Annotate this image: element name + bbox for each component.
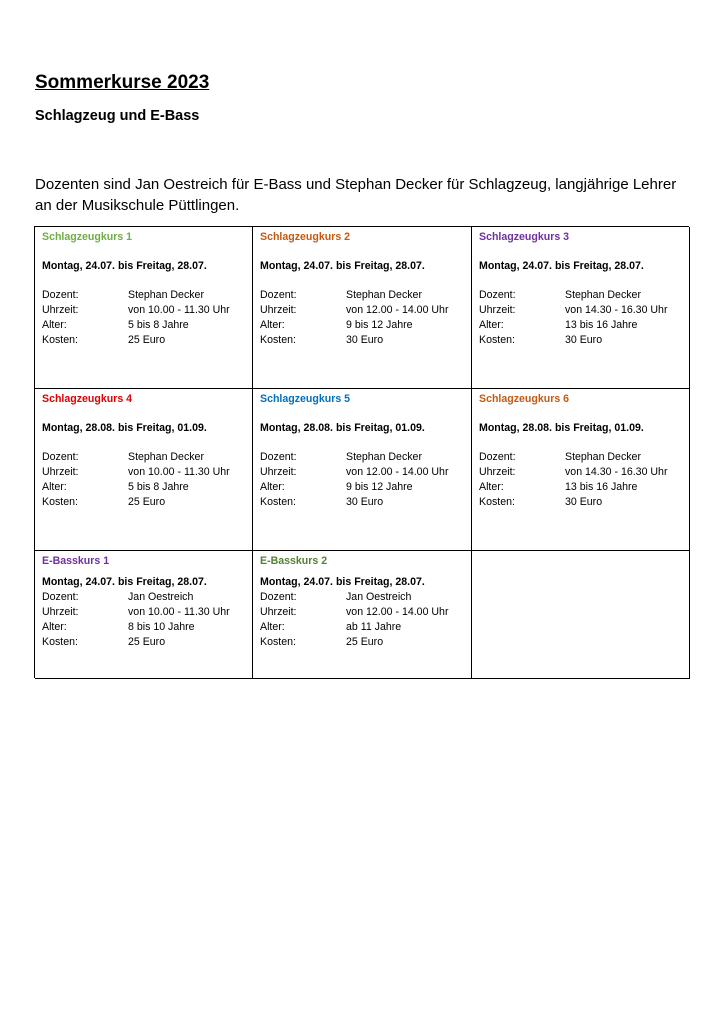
course-uhrzeit-row	[479, 303, 683, 318]
course-uhrzeit-row	[479, 465, 683, 480]
dozent-label: Dozent:	[479, 289, 516, 301]
course-alter-row	[42, 620, 246, 635]
dozent-value: Stephan Decker	[346, 289, 422, 301]
alter-value: 13 bis 16 Jahre	[565, 481, 638, 493]
dozent-label: Dozent:	[260, 289, 297, 301]
alter-value: 8 bis 10 Jahre	[128, 621, 195, 633]
dozent-value: Stephan Decker	[128, 451, 204, 463]
course-title: Schlagzeugkurs 6	[479, 393, 570, 405]
course-uhrzeit-row	[42, 465, 246, 480]
course-alter-row	[42, 480, 246, 495]
uhrzeit-value: von 10.00 - 11.30 Uhr	[128, 606, 230, 618]
uhrzeit-value: von 14.30 - 16.30 Uhr	[565, 304, 668, 316]
course-dates: Montag, 24.07. bis Freitag, 28.07.	[42, 260, 207, 272]
dozent-label: Dozent:	[260, 591, 297, 603]
dozent-label: Dozent:	[260, 451, 297, 463]
kosten-label: Kosten:	[260, 496, 296, 508]
course-title: Schlagzeugkurs 4	[42, 393, 133, 405]
alter-value: 9 bis 12 Jahre	[346, 319, 413, 331]
kosten-value: 30 Euro	[565, 496, 603, 508]
page-subtitle: Schlagzeug und E-Bass	[35, 108, 200, 124]
course-alter-row	[479, 480, 683, 495]
dozent-label: Dozent:	[42, 451, 79, 463]
alter-value: 5 bis 8 Jahre	[128, 481, 189, 493]
course-kosten-row	[42, 333, 246, 348]
course-dozent-row	[42, 288, 246, 303]
course-title: Schlagzeugkurs 3	[479, 231, 570, 243]
course-alter-row	[260, 620, 465, 635]
kosten-value: 25 Euro	[128, 496, 166, 508]
course-dozent-row	[479, 288, 683, 303]
dozent-label: Dozent:	[479, 451, 516, 463]
course-uhrzeit-row	[260, 465, 465, 480]
kosten-label: Kosten:	[42, 636, 78, 648]
uhrzeit-label: Uhrzeit:	[260, 304, 297, 316]
course-dates: Montag, 24.07. bis Freitag, 28.07.	[260, 260, 425, 272]
course-dozent-row	[260, 590, 465, 605]
course-alter-row	[260, 318, 465, 333]
kosten-label: Kosten:	[479, 334, 515, 346]
alter-label: Alter:	[42, 621, 67, 633]
alter-value: 5 bis 8 Jahre	[128, 319, 189, 331]
course-dozent-row	[42, 590, 246, 605]
uhrzeit-value: von 14.30 - 16.30 Uhr	[565, 466, 668, 478]
alter-value: 9 bis 12 Jahre	[346, 481, 413, 493]
course-cell	[35, 227, 253, 389]
alter-label: Alter:	[260, 621, 285, 633]
course-title: E-Basskurs 2	[260, 555, 328, 567]
dozent-value: Stephan Decker	[346, 451, 422, 463]
course-kosten-row	[260, 495, 465, 510]
course-uhrzeit-row	[42, 605, 246, 620]
course-cell	[253, 551, 472, 679]
course-dates: Montag, 28.08. bis Freitag, 01.09.	[479, 422, 644, 434]
course-dates: Montag, 24.07. bis Freitag, 28.07.	[260, 576, 425, 588]
uhrzeit-value: von 10.00 - 11.30 Uhr	[128, 304, 230, 316]
course-title: Schlagzeugkurs 1	[42, 231, 133, 243]
dozent-label: Dozent:	[42, 591, 79, 603]
dozent-value: Stephan Decker	[128, 289, 204, 301]
course-kosten-row	[479, 495, 683, 510]
uhrzeit-value: von 12.00 - 14.00 Uhr	[346, 304, 449, 316]
alter-label: Alter:	[260, 319, 285, 331]
kosten-value: 30 Euro	[346, 496, 384, 508]
kosten-value: 30 Euro	[346, 334, 384, 346]
kosten-label: Kosten:	[260, 636, 296, 648]
dozent-value: Jan Oestreich	[128, 591, 194, 603]
alter-label: Alter:	[42, 319, 67, 331]
course-dozent-row	[479, 450, 683, 465]
empty-cell	[472, 551, 690, 679]
kosten-value: 30 Euro	[565, 334, 603, 346]
uhrzeit-label: Uhrzeit:	[42, 466, 79, 478]
course-dates: Montag, 28.08. bis Freitag, 01.09.	[42, 422, 207, 434]
uhrzeit-value: von 12.00 - 14.00 Uhr	[346, 606, 449, 618]
course-kosten-row	[42, 495, 246, 510]
kosten-value: 25 Euro	[128, 334, 166, 346]
course-dozent-row	[260, 288, 465, 303]
kosten-value: 25 Euro	[346, 636, 384, 648]
kosten-label: Kosten:	[479, 496, 515, 508]
course-uhrzeit-row	[42, 303, 246, 318]
uhrzeit-label: Uhrzeit:	[260, 606, 297, 618]
course-kosten-row	[260, 333, 465, 348]
course-cell	[472, 389, 690, 551]
course-dates: Montag, 24.07. bis Freitag, 28.07.	[42, 576, 207, 588]
uhrzeit-label: Uhrzeit:	[42, 304, 79, 316]
alter-label: Alter:	[42, 481, 67, 493]
course-kosten-row	[479, 333, 683, 348]
course-dozent-row	[260, 450, 465, 465]
intro-text: Dozenten sind Jan Oestreich für E-Bass und Stephan Decker für Schlagzeug, langjährige Lehrer an der Musikschule Püttlingen.	[35, 176, 677, 214]
uhrzeit-value: von 12.00 - 14.00 Uhr	[346, 466, 449, 478]
dozent-value: Stephan Decker	[565, 451, 641, 463]
course-cell	[35, 389, 253, 551]
course-kosten-row	[42, 635, 246, 650]
alter-label: Alter:	[260, 481, 285, 493]
course-uhrzeit-row	[260, 303, 465, 318]
dozent-value: Stephan Decker	[565, 289, 641, 301]
kosten-label: Kosten:	[42, 334, 78, 346]
uhrzeit-label: Uhrzeit:	[42, 606, 79, 618]
alter-value: ab 11 Jahre	[346, 621, 402, 633]
course-dates: Montag, 28.08. bis Freitag, 01.09.	[260, 422, 425, 434]
course-alter-row	[479, 318, 683, 333]
kosten-value: 25 Euro	[128, 636, 166, 648]
uhrzeit-value: von 10.00 - 11.30 Uhr	[128, 466, 230, 478]
dozent-value: Jan Oestreich	[346, 591, 412, 603]
course-kosten-row	[260, 635, 465, 650]
uhrzeit-label: Uhrzeit:	[479, 466, 516, 478]
course-title: Schlagzeugkurs 2	[260, 231, 351, 243]
dozent-label: Dozent:	[42, 289, 79, 301]
course-alter-row	[42, 318, 246, 333]
course-cell	[253, 227, 472, 389]
kosten-label: Kosten:	[260, 334, 296, 346]
alter-label: Alter:	[479, 319, 504, 331]
page-title: Sommerkurse 2023	[35, 72, 210, 93]
alter-label: Alter:	[479, 481, 504, 493]
course-title: E-Basskurs 1	[42, 555, 110, 567]
uhrzeit-label: Uhrzeit:	[479, 304, 516, 316]
course-cell	[472, 227, 690, 389]
course-uhrzeit-row	[260, 605, 465, 620]
alter-value: 13 bis 16 Jahre	[565, 319, 638, 331]
course-dates: Montag, 24.07. bis Freitag, 28.07.	[479, 260, 644, 272]
course-table	[34, 226, 689, 678]
kosten-label: Kosten:	[42, 496, 78, 508]
course-alter-row	[260, 480, 465, 495]
course-cell	[35, 551, 253, 679]
course-dozent-row	[42, 450, 246, 465]
course-cell	[253, 389, 472, 551]
uhrzeit-label: Uhrzeit:	[260, 466, 297, 478]
course-title: Schlagzeugkurs 5	[260, 393, 351, 405]
